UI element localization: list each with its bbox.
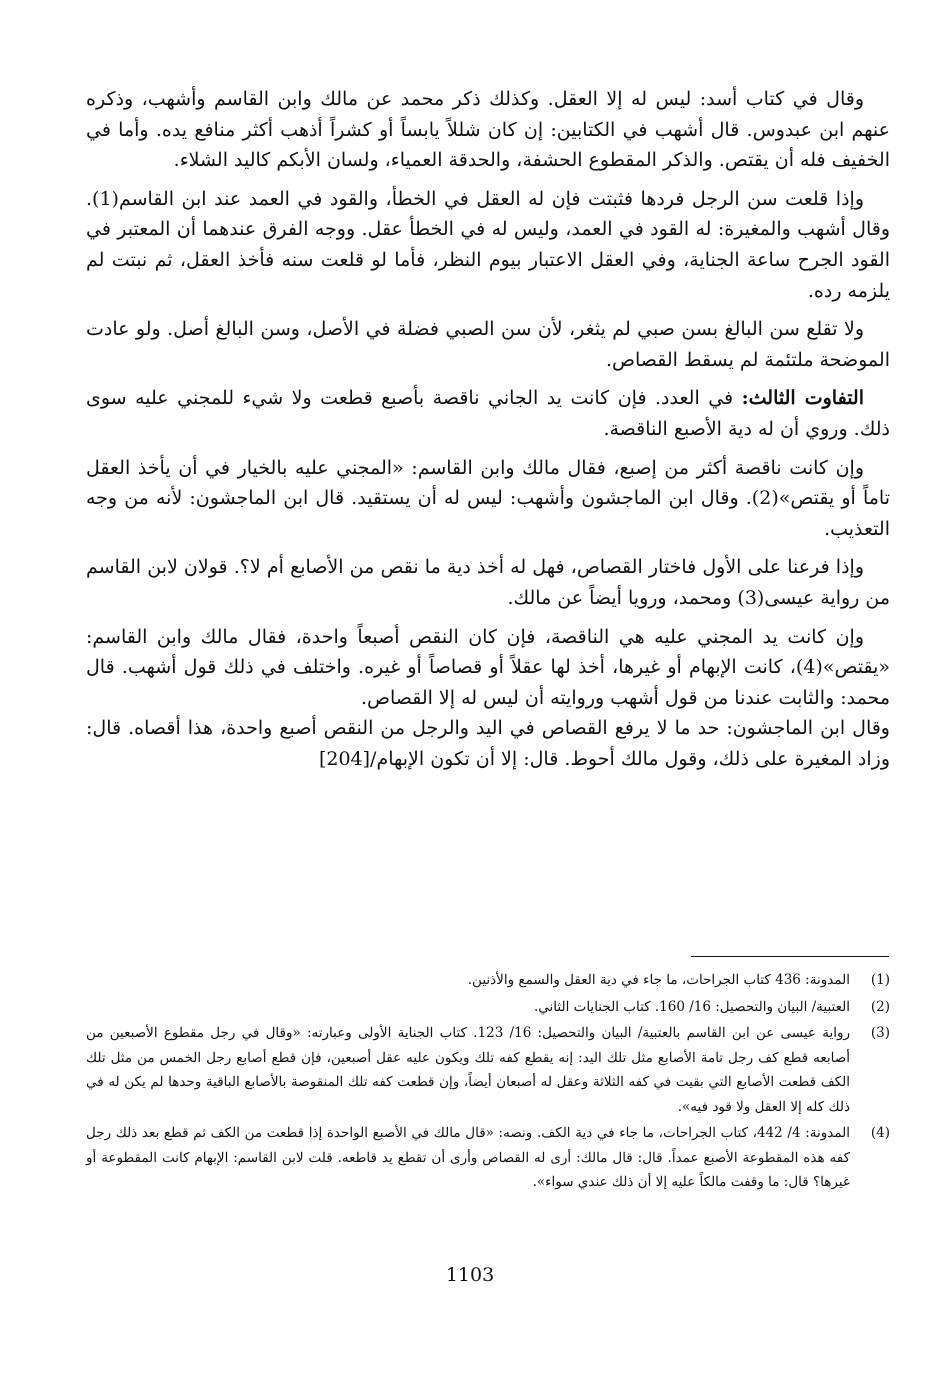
paragraph-4: [86, 383, 890, 444]
footnotes-section: [86, 968, 890, 1197]
footnote-number: (3): [870, 1025, 890, 1041]
paragraph-3: ولا تقلع سن البالغ بسن صبي لم يثغر، لأن سن الصبي فضلة في الأصل، وسن البالغ أصل. ولو عادت الموضحة ملتئمة لم يسقط القصاص.: [86, 318, 890, 371]
main-text-body: [86, 84, 890, 782]
footnote-number: (4): [870, 1125, 890, 1141]
paragraph-6: وإذا فرعنا على الأول فاختار القصاص، فهل له أخذ دية ما نقص من الأصابع أم لا؟. قولان لابن القاسم من رواية عيسى(3) ومحمد، ورويا أيضاً عن مالك.: [86, 556, 890, 609]
footnote: [86, 995, 890, 1020]
footnote-text: المدونة: 436 كتاب الجراحات، ما جاء في دية العقل والسمع والأذنين.: [467, 972, 850, 988]
footnote-number: (1): [870, 972, 890, 988]
footnote: [86, 968, 890, 993]
footnote-number: (2): [870, 998, 890, 1015]
footnote-text: رواية عيسى عن ابن القاسم بالعتبية/ البيان والتحصيل: 16/ 123. كتاب الجناية الأولى وعبارته: «وقال في رجل مقطوع الأصبعين من أصابعه قطع كف رجل تامة الأصابع مثل تلك اليد: إنه يقطع كفه تلك ويكون عليه عقل أصبعين، فإن قطع أصابع رجل الخمس من مثل تلك الكف قطعت الأصابع التي بقيت في كفه الثلاثة وعقل له أصبعان أيضاً، وإن قطعت كفه تلك المنقوصة بالأصابع الباقية وحدها لم يكن له في ذلك كله إلا العقل ولا قود فيه».: [86, 1025, 850, 1115]
footnote-text: المدونة: 4/ 442، كتاب الجراحات، ما جاء في دية الكف. ونصه: «قال مالك في الأصبع الواحدة إذا قطعت من الكف ثم قطع بعد ذلك رجل كفه هذه المقطوعة الأصبع عمداً. قال: قال مالك: أرى له القصاص وأرى أن تقطع يد قاطعه. قلت لابن القاسم: الإبهام كانت المقطوعة أو غيرها؟ قال: ما وقفت مالكاً عليه إلا أن ذلك عندي سواء».: [86, 1125, 851, 1190]
footnote: [86, 1121, 890, 1195]
footnote: [86, 1021, 890, 1119]
paragraph-2: وإذا قلعت سن الرجل فردها فثبتت فإن له العقل في الخطأ، والقود في العمد عند ابن القاسم(1). وقال أشهب والمغيرة: له القود في العمد، وليس له في الخطأ عقل. ووجه الفرق عندهما أن المعتبر في القود الجرح ساعة الجناية، وفي العقل الاعتبار بيوم النظر، فأما لو قلعت سنه فأخذ العقل، ثم نبتت لم يلزمه رده.: [86, 187, 890, 302]
section-heading: التفاوت الثالث:: [741, 387, 864, 410]
paragraph-5: وإن كانت ناقصة أكثر من إصبع، فقال مالك وابن القاسم: «المجني عليه بالخيار في أن يأخذ العقل تاماً أو يقتص»(2). وقال ابن الماجشون وأشهب: ليس له أن يستقيد. قال ابن الماجشون: لأنه من وجه التعذيب.: [86, 456, 890, 540]
paragraph-4-body: في العدد. فإن كانت يد الجاني ناقصة بأصبع قطعت ولا شيء للمجني عليه سوى ذلك. وروي أن له دية الأصبع الناقصة.: [86, 387, 890, 440]
footnote-text: العتبية/ البيان والتحصيل: 16/ 160. كتاب الجنايات الثاني.: [533, 998, 850, 1015]
paragraph-7: وإن كانت يد المجني عليه هي الناقصة، فإن كان النقص أصبعاً واحدة، فقال مالك وابن القاسم: «يقتص»(4)، كانت الإبهام أو غيرها، أخذ لها عقلاً أو قصاصاً أو غيره. واختلف في ذلك قول أشهب. قال محمد: والثابت عندنا من قول أشهب وروايته أن ليس له إلا القصاص.: [86, 625, 890, 709]
footnote-divider: [691, 956, 889, 957]
paragraph-8: وقال ابن الماجشون: حد ما لا يرفع القصاص في اليد والرجل من النقص أصبع واحدة، هذا أقصاه. قال: وزاد المغيرة على ذلك، وقول مالك أحوط. قال: إلا أن تكون الإبهام/[204]: [86, 717, 890, 770]
paragraph-1: وقال في كتاب أسد: ليس له إلا العقل. وكذلك ذكر محمد عن مالك وابن القاسم وأشهب، وذكره عنهم ابن عبدوس. قال أشهب في الكتابين: إن كان شللاً يابساً أو كشراً أذهب أكثر منافع يده. وأما في الخفيف فله أن يقتص. والذكر المقطوع الحشفة، والحدقة العمياء، ولسان الأبكم كاليد الشلاء.: [86, 88, 890, 172]
page-number: 1103: [445, 1264, 495, 1286]
